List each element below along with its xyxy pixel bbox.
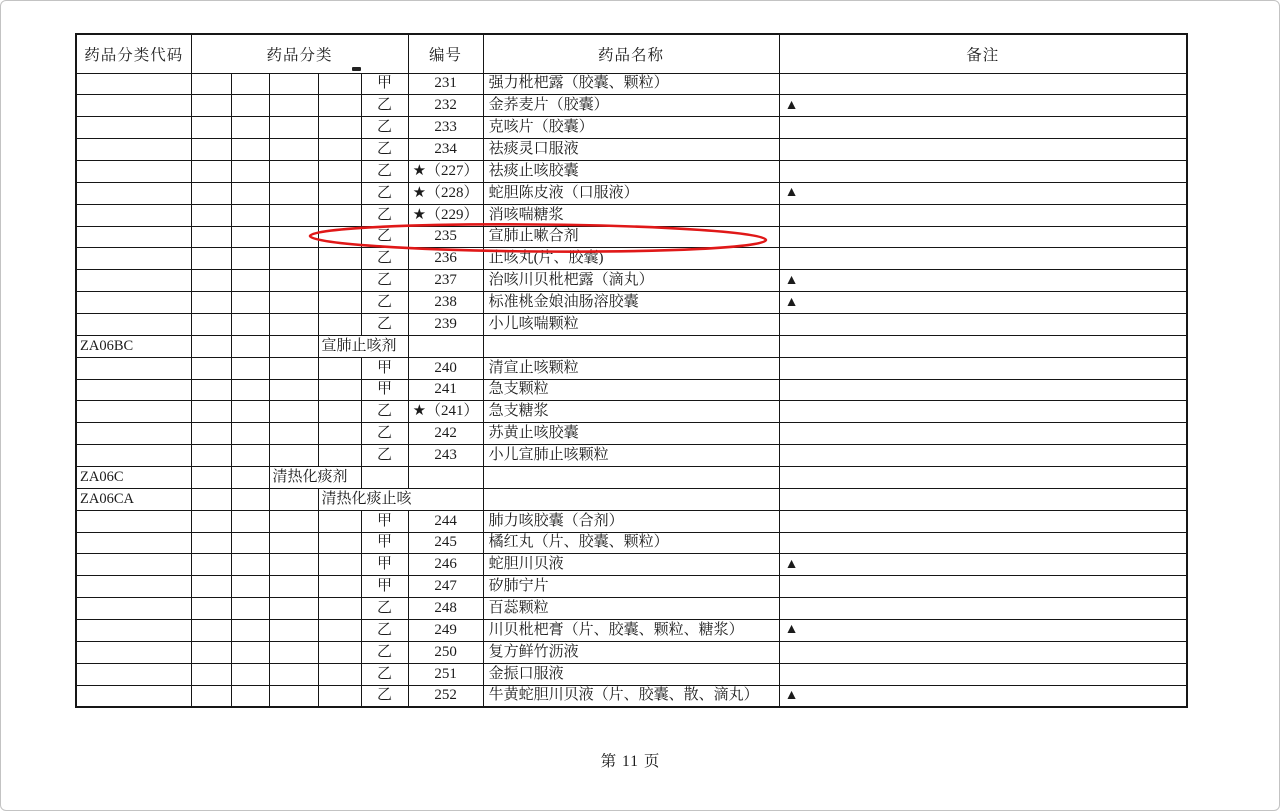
empty-cell	[231, 598, 269, 620]
scan-artifact-dash	[352, 67, 361, 71]
number-cell: 238	[408, 292, 483, 314]
empty-cell	[231, 663, 269, 685]
class-cell: 乙	[361, 139, 408, 161]
name-cell: 止咳丸(片、胶囊)	[483, 248, 779, 270]
remark-cell	[779, 204, 1187, 226]
empty-cell	[318, 117, 361, 139]
drug-row	[76, 663, 1187, 685]
drug-row	[76, 270, 1187, 292]
empty-cell	[231, 379, 269, 401]
number-cell: 235	[408, 226, 483, 248]
empty-cell	[191, 510, 231, 532]
empty-cell	[269, 160, 318, 182]
header-category: 药品分类	[191, 34, 408, 73]
empty-cell	[231, 445, 269, 467]
drug-row	[76, 95, 1187, 117]
remark-cell	[779, 641, 1187, 663]
code-cell	[76, 445, 191, 467]
code-cell	[76, 401, 191, 423]
remark-cell: ▲	[779, 554, 1187, 576]
empty-cell	[269, 270, 318, 292]
name-cell: 急支颗粒	[483, 379, 779, 401]
empty-cell	[269, 292, 318, 314]
empty-cell	[318, 532, 361, 554]
drug-row	[76, 554, 1187, 576]
empty-cell	[318, 379, 361, 401]
name-cell: 金振口服液	[483, 663, 779, 685]
remark-cell	[779, 488, 1187, 510]
empty-cell	[231, 619, 269, 641]
empty-cell	[191, 226, 231, 248]
empty-cell	[269, 335, 318, 357]
code-cell	[76, 663, 191, 685]
empty-cell	[318, 423, 361, 445]
empty-cell	[231, 73, 269, 95]
code-cell	[76, 685, 191, 707]
empty-cell	[191, 598, 231, 620]
class-cell: 乙	[361, 95, 408, 117]
drug-row	[76, 182, 1187, 204]
empty-cell	[269, 510, 318, 532]
number-cell: 242	[408, 423, 483, 445]
remark-cell	[779, 445, 1187, 467]
empty-cell	[231, 335, 269, 357]
empty-cell	[269, 139, 318, 161]
code-cell	[76, 117, 191, 139]
name-cell: 川贝枇杷膏（片、胶囊、颗粒、糖浆）	[483, 619, 779, 641]
class-cell: 乙	[361, 226, 408, 248]
drug-row	[76, 160, 1187, 182]
remark-cell	[779, 598, 1187, 620]
empty-cell	[191, 423, 231, 445]
drug-row	[76, 357, 1187, 379]
number-cell: 241	[408, 379, 483, 401]
empty-cell	[269, 379, 318, 401]
empty-cell	[269, 182, 318, 204]
empty-cell	[231, 423, 269, 445]
empty-cell	[269, 117, 318, 139]
class-cell: 乙	[361, 204, 408, 226]
remark-cell: ▲	[779, 292, 1187, 314]
code-cell: ZA06CA	[76, 488, 191, 510]
name-cell: 蛇胆川贝液	[483, 554, 779, 576]
empty-cell	[318, 248, 361, 270]
name-cell: 肺力咳胶囊（合剂）	[483, 510, 779, 532]
code-cell	[76, 95, 191, 117]
remark-cell	[779, 423, 1187, 445]
code-cell	[76, 313, 191, 335]
class-cell: 甲	[361, 532, 408, 554]
code-cell	[76, 357, 191, 379]
drug-row	[76, 619, 1187, 641]
empty-cell	[231, 313, 269, 335]
remark-cell	[779, 313, 1187, 335]
drug-row	[76, 641, 1187, 663]
empty-cell	[231, 466, 269, 488]
code-cell	[76, 160, 191, 182]
class-cell: 乙	[361, 292, 408, 314]
drug-row	[76, 532, 1187, 554]
empty-cell	[231, 510, 269, 532]
class-cell: 甲	[361, 379, 408, 401]
class-cell: 甲	[361, 554, 408, 576]
empty-cell	[318, 576, 361, 598]
code-cell	[76, 423, 191, 445]
empty-cell	[231, 554, 269, 576]
empty-cell	[231, 117, 269, 139]
drug-row	[76, 292, 1187, 314]
empty-cell	[231, 270, 269, 292]
drug-row	[76, 510, 1187, 532]
name-cell: 牛黄蛇胆川贝液（片、胶囊、散、滴丸）	[483, 685, 779, 707]
empty-cell	[191, 160, 231, 182]
name-cell: 急支糖浆	[483, 401, 779, 423]
drug-row	[76, 423, 1187, 445]
drug-row	[76, 576, 1187, 598]
empty-cell	[191, 619, 231, 641]
empty-cell	[231, 532, 269, 554]
name-cell: 矽肺宁片	[483, 576, 779, 598]
number-cell: 231	[408, 73, 483, 95]
empty-cell	[269, 619, 318, 641]
empty-cell	[191, 445, 231, 467]
empty-cell	[318, 685, 361, 707]
name-cell: 小儿咳喘颗粒	[483, 313, 779, 335]
name-cell	[483, 488, 779, 510]
empty-cell	[191, 466, 231, 488]
empty-cell	[318, 445, 361, 467]
remark-cell	[779, 576, 1187, 598]
number-cell: 233	[408, 117, 483, 139]
remark-cell	[779, 73, 1187, 95]
code-cell: ZA06C	[76, 466, 191, 488]
name-cell	[483, 466, 779, 488]
empty-cell	[191, 95, 231, 117]
category-label-cell: 清热化痰止咳	[318, 488, 483, 510]
empty-cell	[191, 532, 231, 554]
empty-cell	[269, 73, 318, 95]
empty-cell	[191, 685, 231, 707]
name-cell	[483, 335, 779, 357]
empty-cell	[318, 619, 361, 641]
name-cell: 苏黄止咳胶囊	[483, 423, 779, 445]
class-cell: 乙	[361, 663, 408, 685]
drug-row	[76, 204, 1187, 226]
empty-cell	[318, 182, 361, 204]
name-cell: 消咳喘糖浆	[483, 204, 779, 226]
code-cell	[76, 292, 191, 314]
empty-cell	[191, 379, 231, 401]
drug-row	[76, 685, 1187, 707]
name-cell: 金荞麦片（胶囊）	[483, 95, 779, 117]
name-cell: 克咳片（胶囊）	[483, 117, 779, 139]
header-number: 编号	[408, 34, 483, 73]
empty-cell	[269, 488, 318, 510]
number-cell: 243	[408, 445, 483, 467]
drug-row	[76, 313, 1187, 335]
code-cell: ZA06BC	[76, 335, 191, 357]
class-cell: 乙	[361, 445, 408, 467]
header-name: 药品名称	[483, 34, 779, 73]
class-cell: 甲	[361, 73, 408, 95]
code-cell	[76, 270, 191, 292]
page-number: 第 11 页	[600, 753, 661, 770]
empty-cell	[231, 488, 269, 510]
category-row	[76, 466, 1187, 488]
empty-cell	[191, 248, 231, 270]
number-cell: 251	[408, 663, 483, 685]
drug-classification-table	[75, 33, 1188, 708]
empty-cell	[318, 598, 361, 620]
code-cell	[76, 619, 191, 641]
empty-cell	[231, 160, 269, 182]
remark-cell	[779, 379, 1187, 401]
remark-cell: ▲	[779, 95, 1187, 117]
class-cell: 乙	[361, 401, 408, 423]
empty-cell	[191, 182, 231, 204]
empty-cell	[191, 663, 231, 685]
empty-cell	[231, 139, 269, 161]
name-cell: 小儿宣肺止咳颗粒	[483, 445, 779, 467]
empty-cell	[191, 554, 231, 576]
number-cell: 250	[408, 641, 483, 663]
remark-cell	[779, 532, 1187, 554]
header-remark: 备注	[779, 34, 1187, 73]
empty-cell	[231, 576, 269, 598]
class-cell: 乙	[361, 619, 408, 641]
name-cell: 橘红丸（片、胶囊、颗粒）	[483, 532, 779, 554]
number-cell: 239	[408, 313, 483, 335]
number-cell: 247	[408, 576, 483, 598]
remark-cell: ▲	[779, 685, 1187, 707]
empty-cell	[191, 357, 231, 379]
class-cell: 甲	[361, 357, 408, 379]
empty-cell	[318, 204, 361, 226]
empty-cell	[191, 117, 231, 139]
empty-cell	[191, 292, 231, 314]
remark-cell	[779, 466, 1187, 488]
remark-cell	[779, 248, 1187, 270]
remark-cell	[779, 117, 1187, 139]
empty-cell	[318, 313, 361, 335]
empty-cell	[318, 663, 361, 685]
number-cell: ★（229）	[408, 204, 483, 226]
name-cell: 祛痰止咳胶囊	[483, 160, 779, 182]
empty-cell	[318, 226, 361, 248]
name-cell: 标准桃金娘油肠溶胶囊	[483, 292, 779, 314]
remark-cell	[779, 335, 1187, 357]
code-cell	[76, 554, 191, 576]
code-cell	[76, 248, 191, 270]
remark-cell	[779, 663, 1187, 685]
name-cell: 强力枇杷露（胶囊、颗粒）	[483, 73, 779, 95]
empty-cell	[231, 641, 269, 663]
remark-cell	[779, 510, 1187, 532]
drug-row	[76, 226, 1187, 248]
empty-cell	[269, 401, 318, 423]
empty-cell	[231, 685, 269, 707]
header-code: 药品分类代码	[76, 34, 191, 73]
number-cell: 232	[408, 95, 483, 117]
empty-cell	[191, 401, 231, 423]
empty-cell	[318, 554, 361, 576]
empty-cell	[318, 510, 361, 532]
drug-row	[76, 445, 1187, 467]
remark-cell	[779, 160, 1187, 182]
empty-cell	[318, 292, 361, 314]
category-label-cell: 宣肺止咳剂	[318, 335, 408, 357]
empty-cell	[361, 466, 408, 488]
code-cell	[76, 73, 191, 95]
empty-cell	[269, 663, 318, 685]
number-cell: 234	[408, 139, 483, 161]
drug-row	[76, 73, 1187, 95]
remark-cell	[779, 226, 1187, 248]
empty-cell	[191, 313, 231, 335]
name-cell: 清宣止咳颗粒	[483, 357, 779, 379]
number-cell: 245	[408, 532, 483, 554]
remark-cell: ▲	[779, 182, 1187, 204]
empty-cell	[269, 204, 318, 226]
empty-cell	[318, 357, 361, 379]
drug-row	[76, 248, 1187, 270]
number-cell: 249	[408, 619, 483, 641]
empty-cell	[231, 204, 269, 226]
number-cell: 248	[408, 598, 483, 620]
empty-cell	[231, 95, 269, 117]
empty-cell	[318, 139, 361, 161]
empty-cell	[269, 423, 318, 445]
empty-cell	[408, 466, 483, 488]
class-cell: 乙	[361, 641, 408, 663]
class-cell: 乙	[361, 248, 408, 270]
name-cell: 百蕊颗粒	[483, 598, 779, 620]
name-cell: 宣肺止嗽合剂	[483, 226, 779, 248]
category-row	[76, 488, 1187, 510]
class-cell: 乙	[361, 685, 408, 707]
number-cell: 236	[408, 248, 483, 270]
empty-cell	[231, 226, 269, 248]
empty-cell	[269, 226, 318, 248]
empty-cell	[269, 445, 318, 467]
class-cell: 甲	[361, 510, 408, 532]
empty-cell	[318, 270, 361, 292]
drug-row	[76, 379, 1187, 401]
number-cell: 237	[408, 270, 483, 292]
empty-cell	[269, 598, 318, 620]
empty-cell	[269, 357, 318, 379]
empty-cell	[318, 641, 361, 663]
number-cell: ★（241）	[408, 401, 483, 423]
remark-cell	[779, 401, 1187, 423]
name-cell: 复方鲜竹沥液	[483, 641, 779, 663]
class-cell: 乙	[361, 313, 408, 335]
number-cell: 244	[408, 510, 483, 532]
code-cell	[76, 510, 191, 532]
empty-cell	[269, 532, 318, 554]
empty-cell	[191, 73, 231, 95]
code-cell	[76, 641, 191, 663]
name-cell: 蛇胆陈皮液（口服液）	[483, 182, 779, 204]
empty-cell	[318, 73, 361, 95]
empty-cell	[231, 292, 269, 314]
empty-cell	[408, 335, 483, 357]
code-cell	[76, 182, 191, 204]
category-row	[76, 335, 1187, 357]
empty-cell	[269, 95, 318, 117]
empty-cell	[269, 554, 318, 576]
number-cell: 240	[408, 357, 483, 379]
class-cell: 乙	[361, 423, 408, 445]
empty-cell	[191, 204, 231, 226]
empty-cell	[318, 401, 361, 423]
empty-cell	[191, 335, 231, 357]
number-cell: 252	[408, 685, 483, 707]
empty-cell	[269, 576, 318, 598]
empty-cell	[269, 248, 318, 270]
remark-cell: ▲	[779, 270, 1187, 292]
name-cell: 治咳川贝枇杷露（滴丸）	[483, 270, 779, 292]
code-cell	[76, 598, 191, 620]
remark-cell: ▲	[779, 619, 1187, 641]
class-cell: 乙	[361, 270, 408, 292]
number-cell: 246	[408, 554, 483, 576]
remark-cell	[779, 139, 1187, 161]
code-cell	[76, 532, 191, 554]
empty-cell	[191, 139, 231, 161]
name-cell: 祛痰灵口服液	[483, 139, 779, 161]
class-cell: 甲	[361, 576, 408, 598]
empty-cell	[231, 248, 269, 270]
drug-row	[76, 139, 1187, 161]
empty-cell	[191, 641, 231, 663]
header-row	[76, 34, 1187, 73]
code-cell	[76, 204, 191, 226]
empty-cell	[269, 641, 318, 663]
empty-cell	[191, 576, 231, 598]
code-cell	[76, 576, 191, 598]
class-cell: 乙	[361, 117, 408, 139]
empty-cell	[231, 357, 269, 379]
drug-row	[76, 598, 1187, 620]
empty-cell	[269, 685, 318, 707]
code-cell	[76, 139, 191, 161]
number-cell: ★（228）	[408, 182, 483, 204]
empty-cell	[191, 270, 231, 292]
number-cell: ★（227）	[408, 160, 483, 182]
empty-cell	[318, 95, 361, 117]
empty-cell	[318, 160, 361, 182]
category-label-cell: 清热化痰剂	[269, 466, 361, 488]
class-cell: 乙	[361, 182, 408, 204]
class-cell: 乙	[361, 598, 408, 620]
empty-cell	[231, 401, 269, 423]
drug-row	[76, 117, 1187, 139]
drug-row	[76, 401, 1187, 423]
class-cell: 乙	[361, 160, 408, 182]
code-cell	[76, 379, 191, 401]
empty-cell	[231, 182, 269, 204]
empty-cell	[269, 313, 318, 335]
code-cell	[76, 226, 191, 248]
remark-cell	[779, 357, 1187, 379]
empty-cell	[191, 488, 231, 510]
